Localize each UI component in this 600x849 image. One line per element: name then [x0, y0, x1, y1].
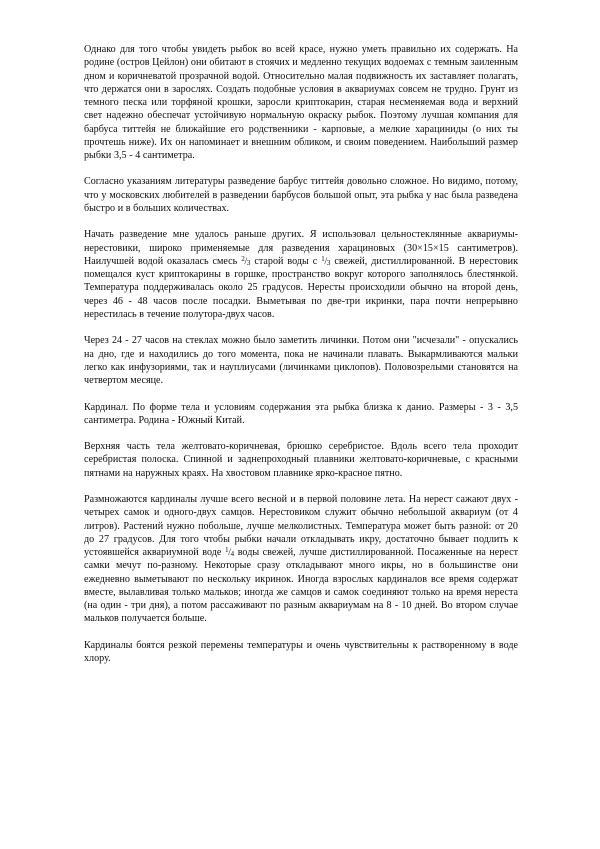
fraction-solidus: / [244, 255, 248, 267]
paragraph-8: Кардиналы боятся резкой перемены температуры и очень чувствительны к растворенному в воде хлору. [84, 639, 518, 665]
fraction-numerator: 1 [321, 254, 325, 263]
fraction-denominator: 3 [246, 258, 251, 267]
fraction-denominator: 4 [230, 549, 235, 558]
fraction-numerator: 2 [241, 254, 245, 263]
fraction-numerator: 1 [224, 546, 229, 555]
inline-fraction [225, 547, 234, 558]
paragraph-6: Верхняя часть тела желтовато-коричневая, брюшко серебристое. Вдоль всего тела проходит серебристая полоска. Спинной и заднепроходный плавники желтовато-коричневые, с красными пятнами на наружных краях. На хвостовом плавнике ярко-красное пятно. [84, 441, 518, 479]
inline-fraction [241, 256, 250, 267]
fraction-denominator: 3 [326, 258, 331, 267]
fraction-solidus: / [324, 255, 328, 267]
inline-fraction [321, 256, 330, 267]
paragraph-1: Однако для того чтобы увидеть рыбок во всей красе, нужно уметь правильно их содержать. На родине (остров Цейлон) они обитают в стоячих и медленно текущих водоемах с темным заиленным дном и коричневатой прозрачной водой. Относительно малая подвижность их заставляет полагать, что держатся они в зарослях. Создать подобные условия в аквариумах совсем не трудно. Грунт из темного песка или торфяной крошки, заросли криптокарин, старая несменяемая вода и верхний свет надежно обеспечат устойчивую нормальную окраску рыбок. Поэтому лучшая компания для барбуса титтейя не ближайшие его родственники - карповые, а мелкие харациниды (о них ты прочтешь ниже). Их он напоминает и внешним обликом, и своим поведением. Наибольший размер рыбки 3,5 - 4 сантиметра. [84, 44, 518, 161]
text-column [84, 43, 518, 665]
paragraph-2: Согласно указаниям литературы разведение барбус титтейя довольно сложное. Но видимо, потому, что у московских любителей в разведении барбусов большой опыт, эта рыбка у нас была разведена быстро и в больших количествах. [84, 176, 518, 214]
fraction-solidus: / [228, 547, 231, 559]
paragraph-7: Размножаются кардиналы лучше всего весной и в первой половине лета. На нерест сажают двух - четырех самок и одного-двух самцов. Нерестовиком служит обычно небольшой аквариум (от 4 литров). Растений нужно побольше, лучше мелколистных. Температура может быть разной: от 20 до 27 градусов. Для того чтобы рыбки начали откладывать икру, достаточно бывает подлить к устоявшейся аквариумной воде $^1$/4 воды свежей, лучше дистиллированной. Посаженные на нерест самки мечут по-разному. Некоторые сразу откладывают много икры, но в большинстве они ежедневно выметывают по нескольку икринок. Иногда взрослых кардиналов все время содержат вместе, вылавливая только мальков; иногда же самцов и самок соединяют только на время нереста (на один - три дня), а потом рассаживают по разным аквариумам на 8 - 10 дней. Во втором случае мальков получается больше. [84, 494, 519, 625]
paragraph-5: Кардинал. По форме тела и условиям содержания эта рыбка близка к данио. Размеры - 3 - 3,5 сантиметра. Родина - Южный Китай. [84, 401, 518, 426]
paragraph-4: Через 24 - 27 часов на стеклах можно было заметить личинки. Потом они "исчезали" - опускались на дно, где и находились до того момента, пока не начинали плавать. Выкармливаются мальки легко как инфузориями, так и науплиусами (личинками циклопов). Половозрелыми становятся на четвертом месяце. [84, 335, 518, 387]
paragraph-3: Начать разведение мне удалось раньше других. Я использовал цельностеклянные аквариумы-нерестовики, широко применяемые для разведения харациновых (30×15×15 сантиметров). Наилучшей водой оказалась смесь $^2$/3 старой воды с $^1$/3 свежей, дистиллированной. В нерестовик помещался куст криптокарины в горшке, пространство вокруг которого заполнялось блестянкой. Температура поддерживалась около 25 градусов. Нересты происходили обычно на второй день, через 46 - 48 часов после посадки. Выметывая по две-три икринки, пара почти непрерывно нерестилась в течение полутора-двух часов. [84, 229, 518, 320]
